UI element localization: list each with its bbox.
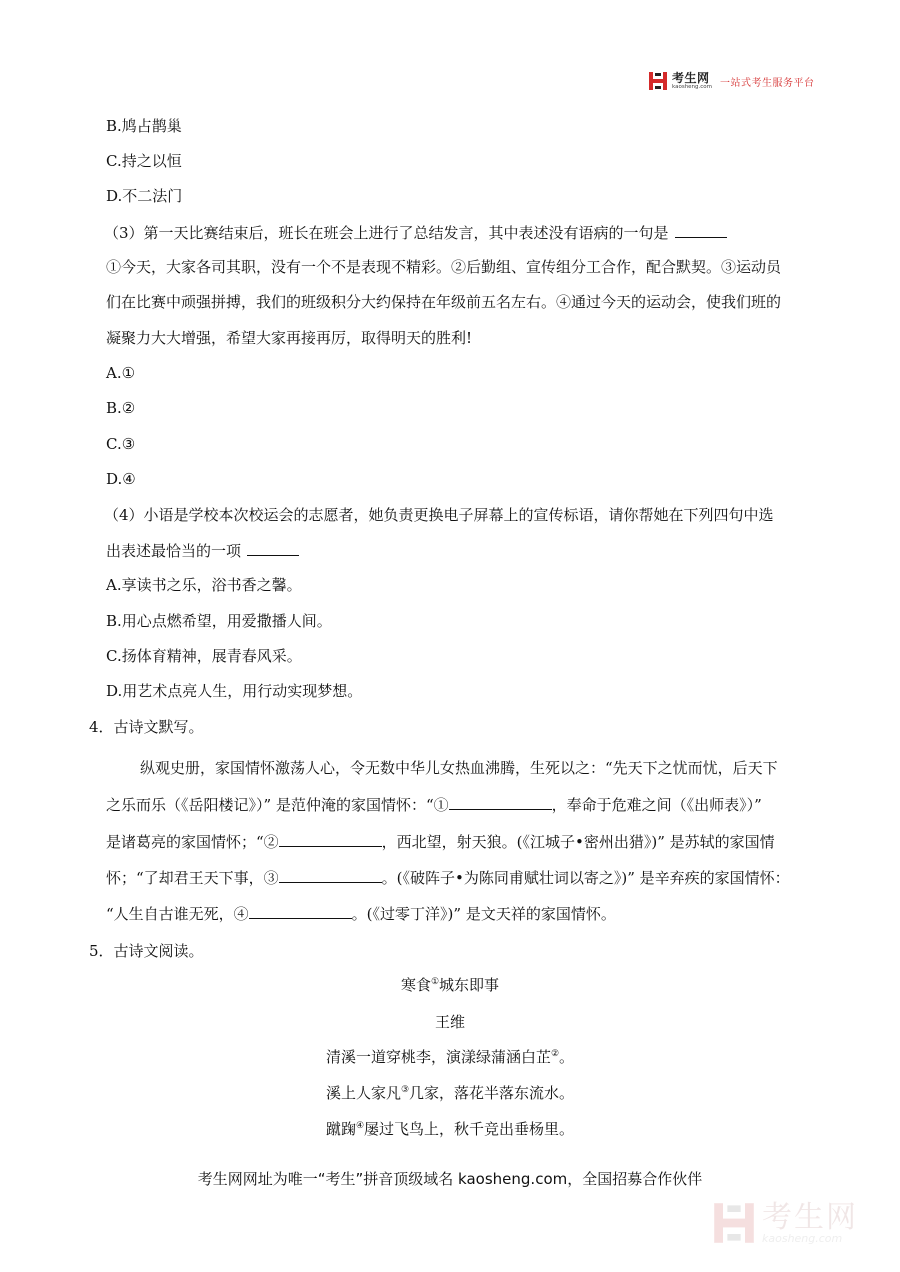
q4-heading: 4．古诗文默写。 — [89, 718, 204, 736]
q4-line5-b: 。(《过零丁洋》)” 是文天祥的家国情怀。 — [351, 905, 616, 923]
poem-line3-note: ④ — [355, 1121, 365, 1131]
poem-line1 — [0, 1047, 900, 1067]
q4sub-option-a: A.享读书之乐，浴书香之馨。 — [106, 576, 302, 594]
logo-url: kaosheng.com — [672, 83, 713, 90]
q4-line1: 纵观史册，家国情怀激荡人心，令无数中华儿女热血沸腾，生死以之：“先天下之忧而忧，后天下 — [140, 759, 778, 777]
poem-title — [0, 975, 900, 995]
poem-author: 王维 — [434, 1013, 465, 1031]
poem-line3-a: 蹴踘 — [325, 1120, 356, 1138]
q3-option-b: B.② — [106, 399, 136, 417]
poem-line2-b: 几家，落花半落东流水。 — [409, 1084, 575, 1102]
q4-line2-b: ，奉命于危难之间（《出师表》）” — [551, 796, 762, 814]
q3-option-d: D.④ — [106, 470, 136, 488]
poem-line1-b: 。 — [559, 1048, 575, 1066]
watermark — [712, 1197, 882, 1249]
poem-title-a: 寒食 — [400, 976, 431, 994]
q3-body-line2: 们在比赛中顽强拼搏，我们的班级积分大约保持在年级前五名左右。④通过今天的运动会，使我们班的 — [106, 293, 782, 311]
q5-heading: 5．古诗文阅读。 — [89, 942, 204, 960]
q4-line4-a: 怀；“了却君王天下事，③ — [106, 869, 279, 887]
logo-name: 考生网 — [672, 70, 710, 85]
q4sub-prompt-line2 — [106, 540, 299, 561]
watermark-name: 考生网 — [762, 1199, 858, 1235]
q3-prompt — [104, 222, 727, 243]
q4-line3-a: 是诸葛亮的家国情怀；“② — [106, 833, 279, 851]
q4-line4 — [106, 867, 790, 888]
q4sub-option-c: C.扬体育精神，展青春风采。 — [106, 647, 302, 665]
q4-line2-a: 之乐而乐（《岳阳楼记》）” 是范仲淹的家国情怀：“① — [106, 796, 449, 814]
poem-title-b: 城东即事 — [439, 976, 500, 994]
q4sub-answer-blank[interactable] — [247, 540, 299, 556]
q3-prompt-text: （3）第一天比赛结束后，班长在班会上进行了总结发言，其中表述没有语病的一句是 — [104, 224, 669, 242]
q3-body-line1: ①今天，大家各司其职，没有一个不是表现不精彩。②后勤组、宣传组分工合作，配合默契。③运动员 — [106, 258, 782, 276]
q3-body-line3: 凝聚力大大增强，希望大家再接再厉，取得明天的胜利! — [106, 329, 473, 347]
q3-option-a: A.① — [106, 364, 136, 382]
poem-line1-note: ② — [550, 1049, 560, 1059]
q4sub-prompt-line1: （4）小语是学校本次校运会的志愿者，她负责更换电子屏幕上的宣传标语，请你帮她在下列四句中选 — [104, 506, 774, 524]
kaosheng-logo-icon — [648, 71, 668, 91]
q4-line2 — [106, 794, 762, 815]
footer-text: 考生网网址为唯一“考生”拼音顶级域名 kaosheng.com，全国招募合作伙伴 — [197, 1170, 703, 1188]
header-logo — [648, 70, 815, 92]
q4-line3 — [106, 831, 775, 852]
kaosheng-watermark-icon — [712, 1201, 756, 1245]
q3-answer-blank[interactable] — [675, 222, 727, 238]
q2-option-c: C.持之以恒 — [106, 152, 182, 170]
q2-option-b: B.鸠占鹊巢 — [106, 117, 182, 135]
q4sub-prompt-text: 出表述最恰当的一项 — [106, 542, 242, 560]
poem-line2-note: ③ — [400, 1085, 410, 1095]
q4-line5-a: “人生自古谁无死，④ — [106, 905, 249, 923]
q4-blank-1[interactable] — [449, 794, 552, 810]
poem-title-note: ① — [430, 977, 440, 987]
poem-line2-a: 溪上人家凡 — [325, 1084, 401, 1102]
q4sub-option-d: D.用艺术点亮人生，用行动实现梦想。 — [106, 682, 363, 700]
q4sub-option-b: B.用心点燃希望，用爱撒播人间。 — [106, 612, 332, 630]
poem-line2 — [0, 1083, 900, 1103]
q4-blank-4[interactable] — [249, 903, 352, 919]
q4-blank-3[interactable] — [279, 867, 382, 883]
q4-line5 — [106, 903, 616, 924]
watermark-url: kaosheng.com — [762, 1231, 843, 1245]
poem-line3-b: 屡过飞鸟上，秋千竞出垂杨里。 — [364, 1120, 575, 1138]
q4-line3-b: ，西北望，射天狼。(《江城子•密州出猎》)” 是苏轼的家国情 — [381, 833, 775, 851]
poem-line1-a: 清溪一道穿桃李，演漾绿蒲涵白芷 — [325, 1048, 551, 1066]
q2-option-d: D.不二法门 — [106, 187, 183, 205]
q3-option-c: C.③ — [106, 435, 136, 453]
logo-slogan: 一站式考生服务平台 — [720, 77, 815, 89]
q4-line4-b: 。(《破阵子•为陈同甫赋壮词以寄之》)” 是辛弃疾的家国情怀： — [381, 869, 790, 887]
poem-line3 — [0, 1119, 900, 1139]
q4-blank-2[interactable] — [279, 831, 382, 847]
